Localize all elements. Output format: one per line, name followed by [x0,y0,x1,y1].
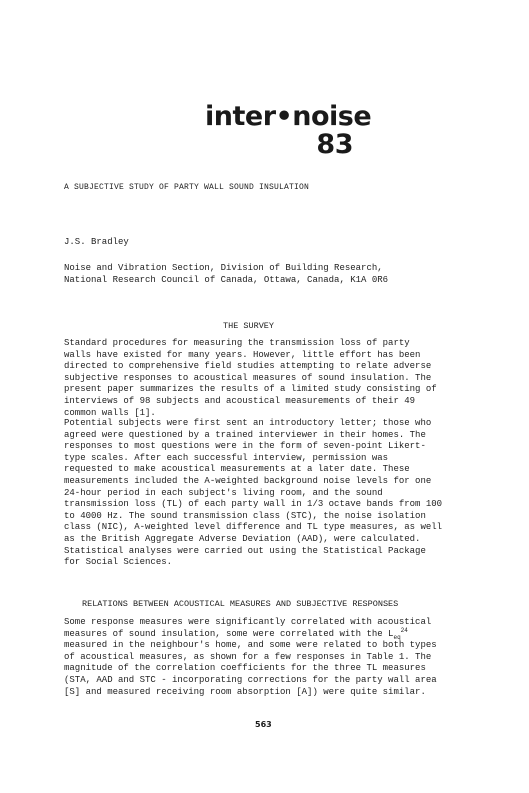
text-line: walls have existed for many years. However, little effort has been [64,349,421,360]
text-line: interviews of 98 subjects and acoustical measurements of their 49 [64,395,416,406]
text-line: (STA, AAD and STC - incorporating corrections for the party wall area [64,674,437,685]
affiliation-line: Noise and Vibration Section, Division of Building Research, [64,263,383,273]
text-line: Statistical analyses were carried out using the Statistical Package [64,545,426,556]
page-number: 563 [255,720,272,729]
text-line: of acoustical measures, as shown for a few responses in Table 1. The [64,651,432,662]
text-line: for Social Sciences. [64,557,173,568]
author: J.S. Bradley [64,237,129,247]
text-line: responses to most questions were in the form of seven-point Likert- [64,441,426,452]
text-line: common walls [1]. [64,407,156,418]
text-line: directed to comprehensive field studies attempting to relate adverse [64,361,432,372]
text-line: as the British Aggregate Adverse Deviation (AAD), were calculated. [64,533,421,544]
logo-line2: 83 [316,129,353,160]
affiliation [64,263,464,286]
text-line: to 4000 Hz. The sound transmission class (STC), the noise isolation [64,510,426,521]
text-line: subjective responses to acoustical measures of sound insulation. The [64,372,432,383]
conference-logo [205,101,372,160]
superscript: 24 [400,626,408,634]
paragraph-2 [64,418,464,569]
text-line: magnitude of the correlation coefficients for the three TL measures [64,663,426,674]
affiliation-line: National Research Council of Canada, Ottawa, Canada, K1A 0R6 [64,274,389,285]
paragraph-1 [64,338,464,419]
paragraph-3 [64,617,464,698]
text-line: measurements included the A-weighted background noise levels for one [64,475,432,486]
text-line: requested to make acoustical measurements at a later date. These [64,464,410,475]
text-line: Potential subjects were first sent an introductory letter; those who [64,418,432,428]
text-line: agreed were questioned by a trained interviewer in their homes. The [64,429,426,440]
text-line: type scales. After each successful interview, permission was [64,452,389,463]
text-line: Standard procedures for measuring the transmission loss of party [64,338,410,348]
text-line: present paper summarizes the results of a limited study consisting of [64,384,437,395]
text-line [64,626,464,641]
text-fragment: measures of sound insulation, some were correlated with the L [64,628,394,639]
text-line: [S] and measured receiving room absorption [A]) were quite similar. [64,686,426,697]
text-line: measured in the neighbour's home, and some were related to both types [64,640,437,651]
text-line: 24-hour period in each subject's living room, and the sound [64,487,383,498]
text-line: transmission loss (TL) of each party wall in 1/3 octave bands from 100 [64,499,443,510]
logo-line1: inter•noise [205,101,372,132]
subscript: eq [393,633,401,641]
section-heading-survey: THE SURVEY [223,321,275,331]
paper-title: A SUBJECTIVE STUDY OF PARTY WALL SOUND INSULATION [64,183,310,192]
text-line: Some response measures were significantly correlated with acoustical [64,617,432,627]
text-line: class (NIC), A-weighted level difference and TL type measures, as well [64,522,443,533]
section-heading-relations: RELATIONS BETWEEN ACOUSTICAL MEASURES AND SUBJECTIVE RESPONSES [82,599,399,609]
